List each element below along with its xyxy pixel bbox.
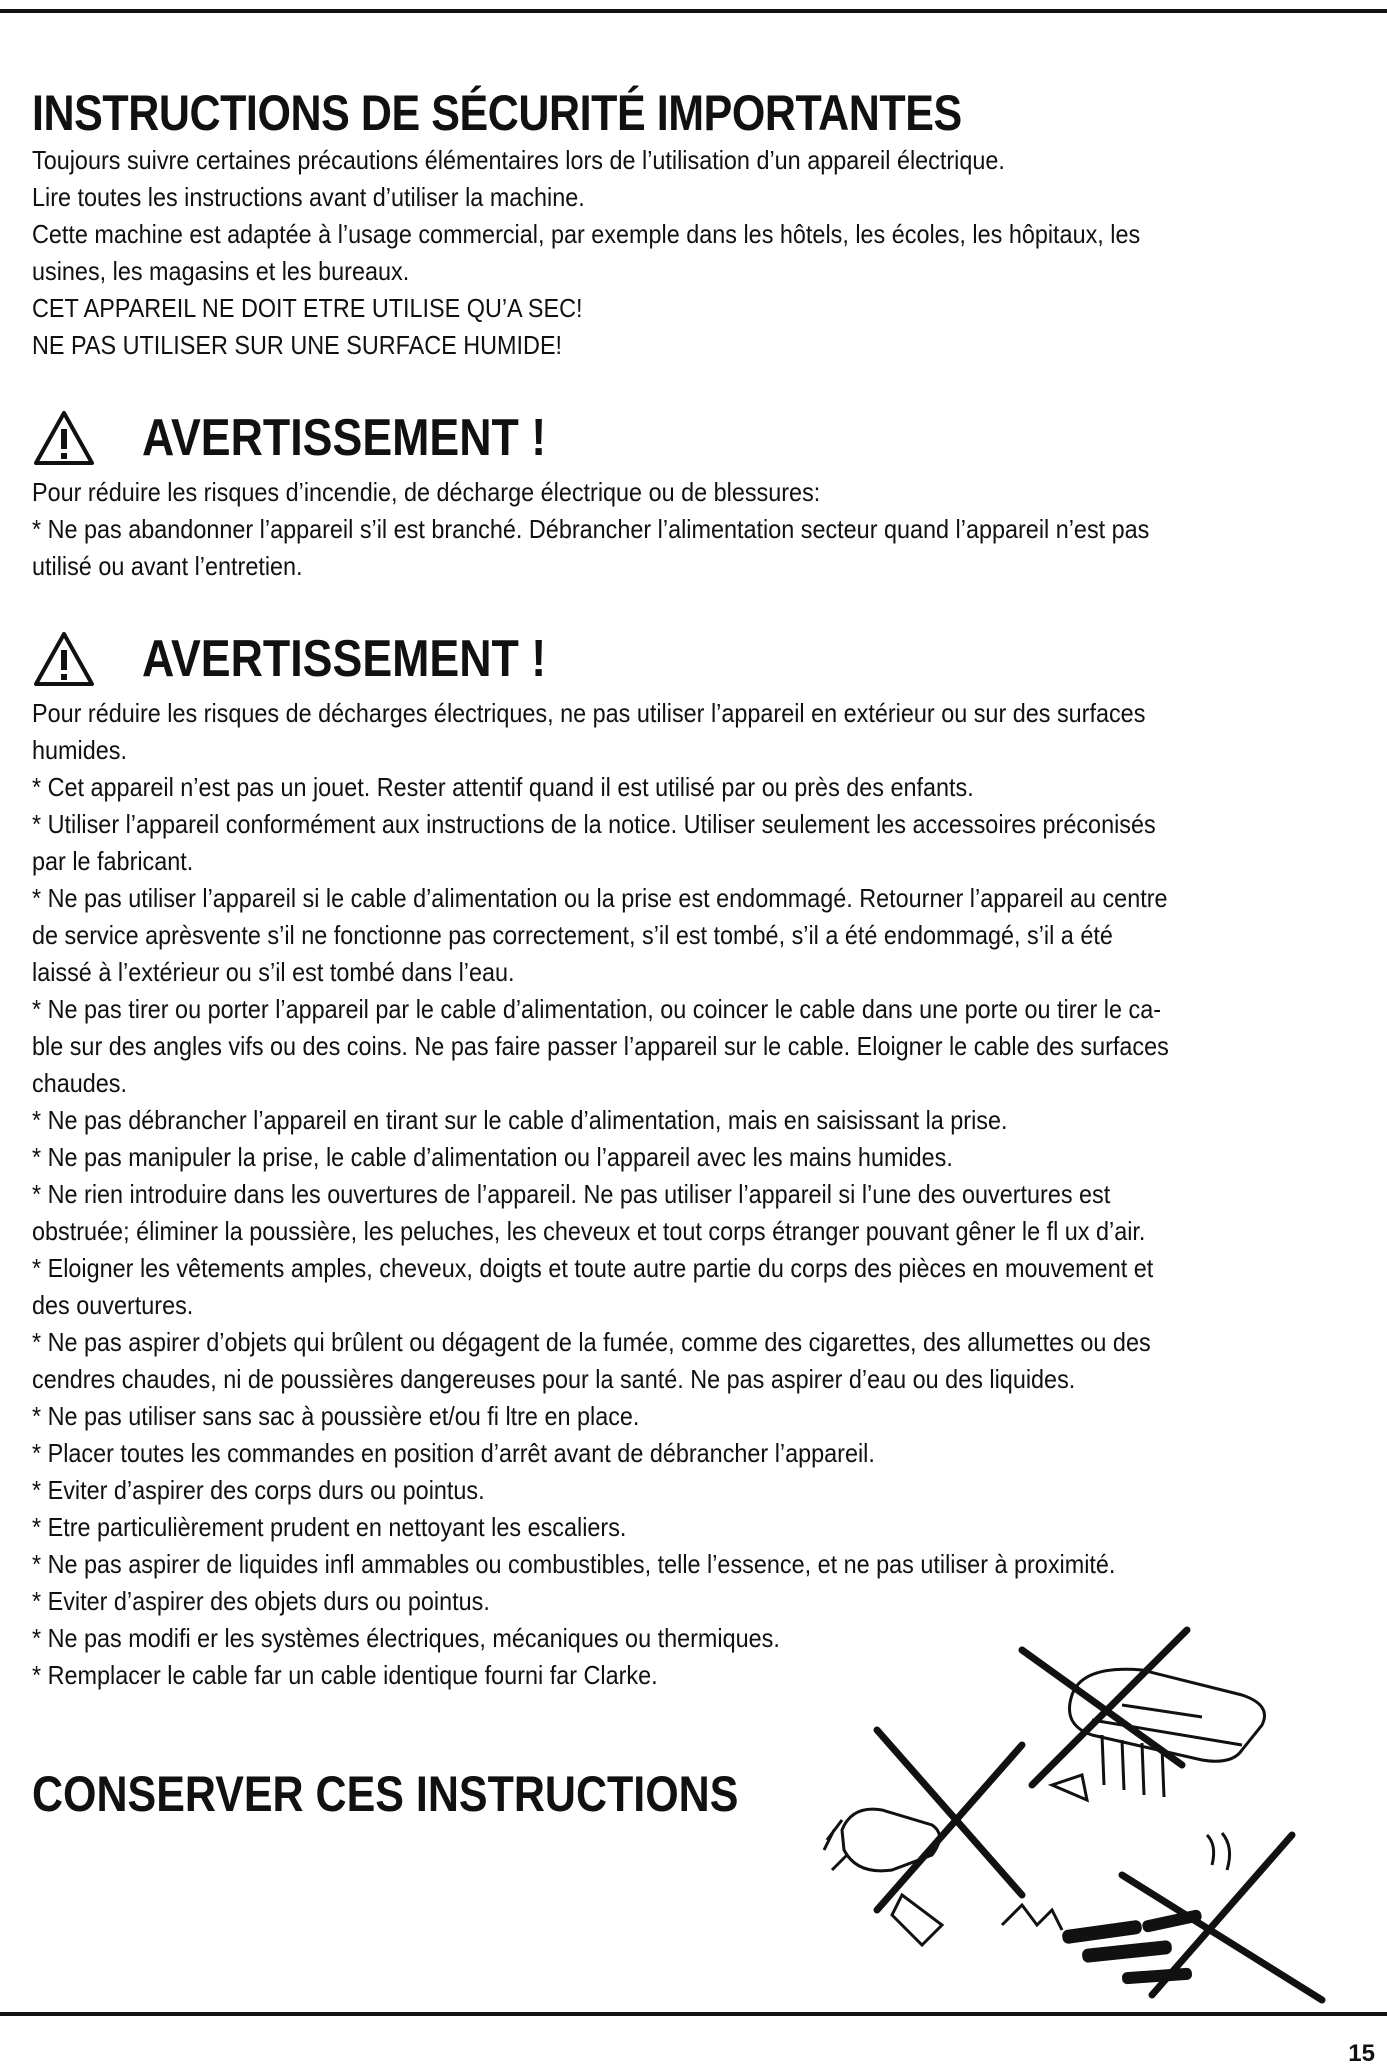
warning-line: chaudes.	[32, 1068, 127, 1098]
warning-line: obstruée; éliminer la poussière, les peluches, les cheveux et tout corps étranger pouvant gêner le fl ux d’air.	[32, 1216, 1146, 1246]
page-number: 15	[1348, 2040, 1375, 2067]
warning-line: * Ne pas manipuler la prise, le cable d’alimentation ou l’appareil avec les mains humides.	[32, 1142, 953, 1172]
intro-line: usines, les magasins et les bureaux.	[32, 256, 410, 286]
warning-line: cendres chaudes, ni de poussières dangereuses pour la santé. Ne pas aspirer d’eau ou des liquides.	[32, 1364, 1076, 1394]
bottom-rule	[0, 2012, 1387, 2016]
warning-line: * Utiliser l’appareil conformément aux instructions de la notice. Utiliser seulement les accessoires préconisés	[32, 809, 1156, 839]
intro-line: NE PAS UTILISER SUR UNE SURFACE HUMIDE!	[32, 330, 563, 360]
warning-line: * Ne rien introduire dans les ouvertures de l’appareil. Ne pas utiliser l’appareil si l’une des ouvertures est	[32, 1179, 1111, 1209]
warning-line: des ouvertures.	[32, 1290, 194, 1320]
warning-line: * Etre particulièrement prudent en nettoyant les escaliers.	[32, 1512, 627, 1542]
warning-line: Pour réduire les risques de décharges électriques, ne pas utiliser l’appareil en extérieur ou sur des surfaces	[32, 698, 1146, 728]
warning-line: * Ne pas aspirer d’objets qui brûlent ou dégagent de la fumée, comme des cigarettes, des allumettes ou des	[32, 1327, 1151, 1357]
warning-heading-2	[32, 623, 1342, 695]
warning-line: * Cet appareil n’est pas un jouet. Rester attentif quand il est utilisé par ou près des enfants.	[32, 772, 974, 802]
warning-1-text	[32, 474, 1342, 585]
warning-line: * Ne pas utiliser l’appareil si le cable d’alimentation ou la prise est endommagé. Retourner l’appareil au centre	[32, 883, 1168, 913]
top-rule	[0, 9, 1387, 13]
warning-line: Pour réduire les risques d’incendie, de décharge électrique ou de blessures:	[32, 477, 821, 507]
page-content	[32, 84, 1342, 1694]
warning-line: par le fabricant.	[32, 846, 194, 876]
warning-heading-1	[32, 402, 1342, 474]
warning-line: * Eviter d’aspirer des corps durs ou pointus.	[32, 1475, 485, 1505]
intro-line: CET APPAREIL NE DOIT ETRE UTILISE QU’A SEC!	[32, 293, 583, 323]
warning-line: * Ne pas tirer ou porter l’appareil par le cable d’alimentation, ou coincer le cable dans une porte ou tirer le ca-	[32, 994, 1162, 1024]
warning-line: * Ne pas débrancher l’appareil en tirant sur le cable d’alimentation, mais en saisissant la prise.	[32, 1105, 1008, 1135]
intro-block	[32, 142, 1342, 364]
warning-line: * Placer toutes les commandes en position d’arrêt avant de débrancher l’appareil.	[32, 1438, 875, 1468]
warning-line: * Ne pas utiliser sans sac à poussière et/ou fi ltre en place.	[32, 1401, 640, 1431]
warning-line: * Ne pas modifi er les systèmes électriques, mécaniques ou thermiques.	[32, 1623, 780, 1653]
warning-line: * Ne pas abandonner l’appareil s’il est branché. Débrancher l’alimentation secteur quand l’appareil n’est pas	[32, 514, 1150, 544]
intro-line: Lire toutes les instructions avant d’utiliser la machine.	[32, 182, 585, 212]
warning-title: AVERTISSEMENT !	[142, 630, 547, 688]
intro-line: Toujours suivre certaines précautions élémentaires lors de l’utilisation d’un appareil électrique.	[32, 145, 1005, 175]
page-title: INSTRUCTIONS DE SÉCURITÉ IMPORTANTES	[32, 85, 962, 141]
warning-line: utilisé ou avant l’entretien.	[32, 551, 303, 581]
warning-line: * Remplacer le cable far un cable identique fourni far Clarke.	[32, 1660, 658, 1690]
warning-line: humides.	[32, 735, 127, 765]
warning-line: * Ne pas aspirer de liquides infl ammables ou combustibles, telle l’essence, et ne pas utiliser à proximité.	[32, 1549, 1116, 1579]
warning-line: * Eloigner les vêtements amples, cheveux, doigts et toute autre partie du corps des pièces en mouvement et	[32, 1253, 1154, 1283]
warning-2-text	[32, 695, 1342, 1694]
warning-line: ble sur des angles vifs ou des coins. Ne pas faire passer l’appareil sur le cable. Eloigner le cable des surfaces	[32, 1031, 1169, 1061]
do-not-vacuum-illustration	[822, 1625, 1342, 2010]
warning-triangle-icon	[32, 409, 96, 467]
warning-line: laissé à l’extérieur ou s’il est tombé dans l’eau.	[32, 957, 515, 987]
warning-line: de service aprèsvente s’il ne fonctionne pas correctement, s’il est tombé, s’il a été endommagé, s’il a été	[32, 920, 1113, 950]
warning-triangle-icon	[32, 630, 96, 688]
save-instructions-title: CONSERVER CES INSTRUCTIONS	[32, 1766, 739, 1822]
warning-line: * Eviter d’aspirer des objets durs ou pointus.	[32, 1586, 490, 1616]
intro-line: Cette machine est adaptée à l’usage commercial, par exemple dans les hôtels, les écoles, les hôpitaux, les	[32, 219, 1141, 249]
warning-title: AVERTISSEMENT !	[142, 409, 547, 467]
